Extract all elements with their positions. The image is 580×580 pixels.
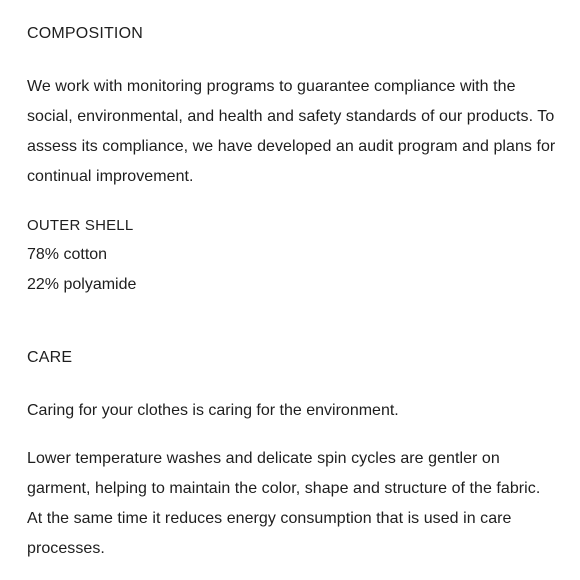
material-cotton: 78% cotton xyxy=(27,246,108,263)
care-paragraph: Lower temperature washes and delicate spin cycles are gentler on garment, helping to maintain the color, shape and structure of the fabric. At the same time it reduces energy consumption that is used in care processes. xyxy=(27,450,541,557)
outer-shell-label: OUTER SHELL xyxy=(27,217,134,234)
material-polyamide: 22% polyamide xyxy=(27,276,137,293)
composition-paragraph: We work with monitoring programs to guarantee compliance with the social, environmental, and health and safety standards of our products. To assess its compliance, we have developed an audit program and plans for continual improvement. xyxy=(27,78,556,185)
care-intro: Caring for your clothes is caring for the environment. xyxy=(27,402,399,419)
composition-heading: COMPOSITION xyxy=(27,25,143,42)
care-heading: CARE xyxy=(27,349,73,366)
